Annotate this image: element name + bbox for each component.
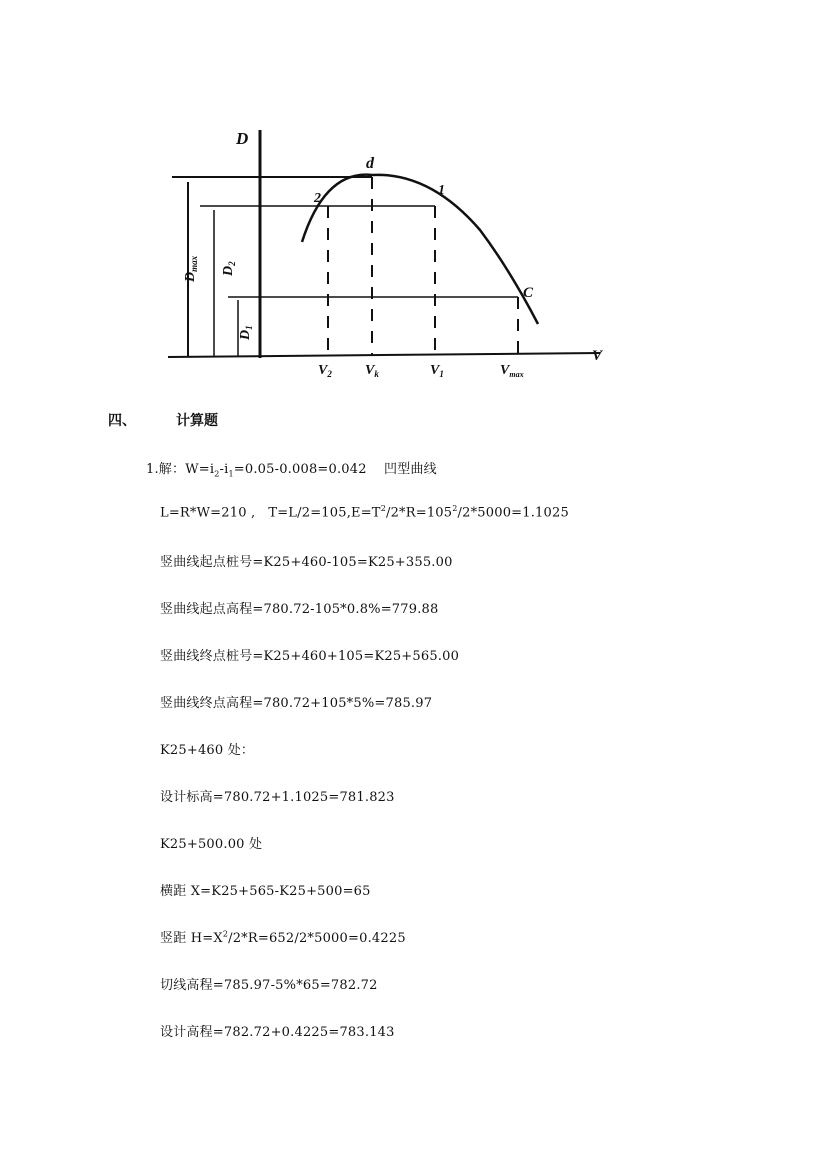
solution-line-13: 设计高程=782.72+0.4225=783.143: [160, 1025, 395, 1040]
x-axis: [168, 353, 600, 357]
axis-y-label: D: [236, 129, 249, 148]
axis-x-label: V: [592, 348, 603, 364]
d2-label: $D_2$: [221, 261, 237, 276]
v1-label: $V_1$: [430, 363, 444, 379]
vmax-label: $V_{max}$: [500, 363, 524, 379]
solution-line-2: L=R*W=210 , $T=L/2=105,E=T^2/2*R=105^2/2*5000=1.1025$: [160, 504, 569, 521]
point-1-label: 1: [438, 183, 445, 198]
solution-line-8: 设计标高=780.72+1.1025=781.823: [160, 790, 395, 805]
d1-label: $D_1$: [238, 325, 254, 340]
section-heading: [108, 410, 218, 430]
solution-line-11: 竖距 $H=X^2/2*R=652/2*5000=0.4225$: [160, 929, 406, 946]
section-number: 四、: [108, 413, 136, 429]
solution-line-5: 竖曲线终点桩号=K25+460+105=K25+565.00: [160, 649, 460, 664]
solution-line-9: K25+500.00 处: [160, 837, 263, 852]
figure-svg: [160, 120, 620, 380]
solution-line-1: 1.解：$W=i_2-i_1=0.05-0.008=0.042$ 凹型曲线: [146, 462, 437, 479]
solution-line-3: 竖曲线起点桩号=K25+460-105=K25+355.00: [160, 555, 453, 570]
point-d-label: d: [366, 155, 374, 172]
solution-line-10: 横距 X=K25+565-K25+500=65: [160, 884, 371, 899]
dmax-label: $D_{max}$: [183, 255, 199, 282]
solution-line-4: 竖曲线起点高程=780.72-105*0.8%=779.88: [160, 602, 439, 617]
solution-line-12: 切线高程=785.97-5%*65=782.72: [160, 978, 378, 993]
solution-line-7: K25+460 处：: [160, 743, 255, 758]
v2-label: $V_2$: [318, 363, 332, 379]
point-2-label: 2: [314, 191, 321, 206]
point-c-label: C: [523, 285, 534, 301]
solution-line-6: 竖曲线终点高程=780.72+105*5%=785.97: [160, 696, 433, 711]
speed-dynamic-factor-figure: [160, 120, 620, 380]
vk-label: $V_k$: [365, 363, 379, 379]
dynamic-factor-curve: [302, 175, 538, 324]
section-title: 计算题: [176, 413, 218, 429]
